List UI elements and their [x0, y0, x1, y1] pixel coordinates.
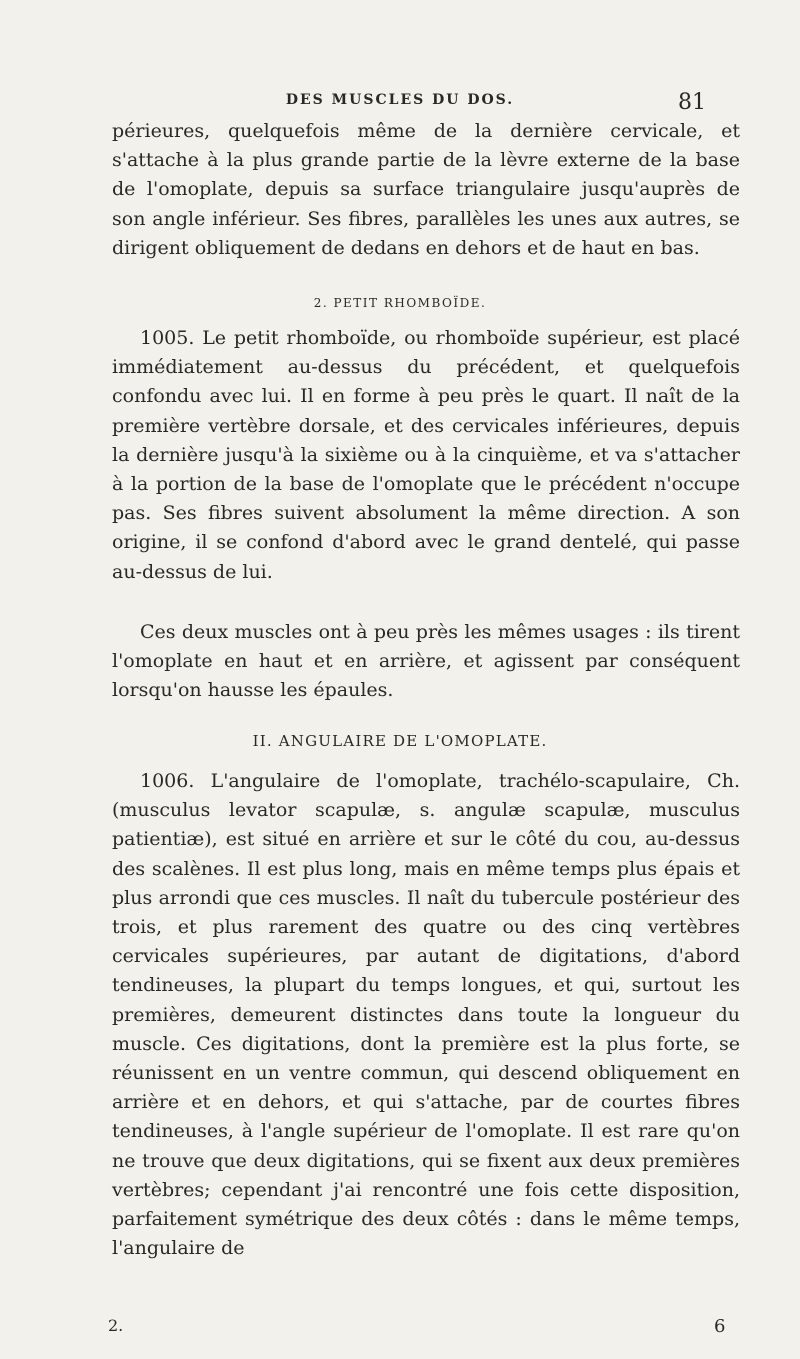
- paragraph-1006: [112, 767, 740, 1263]
- section-heading-angulaire: II. ANGULAIRE DE L'OMOPLATE.: [252, 732, 548, 750]
- paragraph-text: 1006. L'angulaire de l'omoplate, trachélo-scapulaire, Ch. (musculus levator scapulæ, s. angulæ scapulæ, musculus patientiæ), est situé en arrière et sur le côté du cou, au-dessus des scalènes. Il est plus long, mais en même temps plus épais et plus arrondi que ces muscles. Il naît du tubercule postérieur des trois, et plus rarement des quatre ou des cinq vertèbres cervicales supérieures, par autant de digitations, d'abord tendineuses, la plupart du temps longues, et qui, surtout les premières, demeurent distinctes dans toute la longueur du muscle. Ces digitations, dont la première est la plus forte, se réunissent en un ventre commun, qui descend obliquement en arrière et en dehors, et qui s'attache, par de courtes fibres tendineuses, à l'angle supérieur de l'omoplate. Il est rare qu'on ne trouve que deux digitations, qui se fixent aux deux premières vertèbres; cependant j'ai rencontré une fois cette disposition, parfaitement symétrique des deux côtés : dans le même temps, l'angulaire de: [112, 770, 740, 1260]
- paragraph-text: périeures, quelquefois même de la dernière cervicale, et s'attache à la plus grande partie de la lèvre externe de la base de l'omoplate, depuis sa surface triangulaire jusqu'auprès de son angle inférieur. Ses fibres, parallèles les unes aux autres, se dirigent obliquement de dedans en dehors et de haut en bas.: [112, 120, 740, 259]
- section-heading-petit-rhomboide: 2. PETIT RHOMBOÏDE.: [313, 296, 487, 310]
- paragraph-text: 1005. Le petit rhomboïde, ou rhomboïde supérieur, est placé immédiatement au-dessus du précédent, et quelquefois confondu avec lui. Il en forme à peu près le quart. Il naît de la première vertèbre dorsale, et des cervicales inférieures, depuis la dernière jusqu'à la sixième ou à la cinquième, et va s'attacher à la portion de la base de l'omoplate que le précédent n'occupe pas. Ses fibres suivent absolument la même direction. A son origine, il se confond d'abord avec le grand dentelé, qui passe au-dessus de lui.: [112, 327, 740, 583]
- paragraph-continuation: [112, 117, 740, 263]
- signature-mark: 2.: [108, 1316, 124, 1335]
- page-number: 81: [678, 90, 706, 115]
- paragraph-text: Ces deux muscles ont à peu près les mêmes usages : ils tirent l'omoplate en haut et en arrière, et agissent par conséquent lorsqu'on hausse les épaules.: [112, 621, 740, 702]
- folio-number: 6: [714, 1316, 726, 1337]
- paragraph-usages: [112, 618, 740, 706]
- paragraph-1005: [112, 324, 740, 587]
- running-title: DES MUSCLES DU DOS.: [285, 92, 515, 108]
